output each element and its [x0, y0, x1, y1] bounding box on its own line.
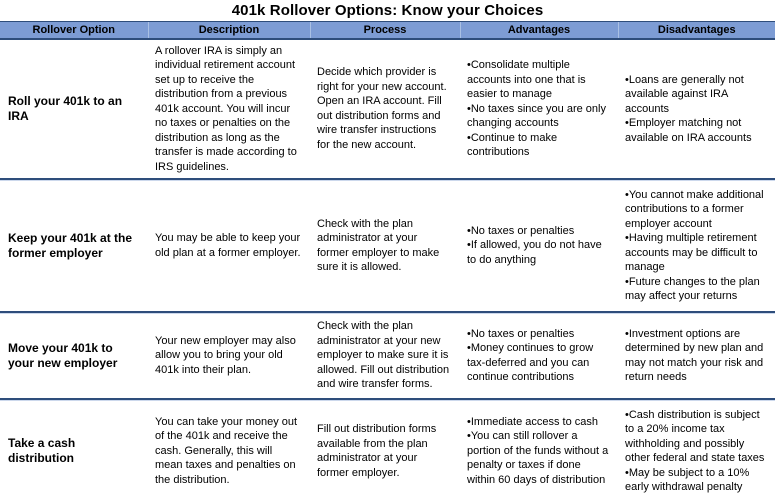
cell-option: Move your 401k to your new employer — [0, 312, 148, 399]
cell-process: Check with the plan administrator at your former employer to make sure it is allowed. — [310, 179, 460, 312]
cell-process: Decide which provider is right for your new account. Open an IRA account. Fill out distribution forms and wire transfer instructions for the new account. — [317, 66, 447, 151]
bullet-item: • Loans are generally not available against IRA accounts — [625, 73, 767, 117]
column-header-disadvantages: Disadvantages — [618, 22, 775, 39]
page-title: 401k Rollover Options: Know your Choices — [231, 2, 544, 19]
column-header-process: Process — [310, 22, 460, 39]
bullet-item: • You cannot make additional contributions to a former employer account — [625, 188, 767, 232]
cell-disadvantages — [618, 39, 775, 180]
bullet-item: • Future changes to the plan may affect your returns — [625, 275, 767, 304]
bullet-item: • Continue to make contributions — [467, 131, 610, 160]
bullet-item: • No taxes or penalties — [467, 327, 610, 342]
bullet-item: • Having multiple retirement accounts may be difficult to manage — [625, 231, 767, 275]
cell-description: You may be able to keep your old plan at a former employer. — [148, 179, 310, 312]
column-header-rollover-option: Rollover Option — [0, 22, 148, 39]
cell-advantages — [460, 312, 618, 399]
cell-advantages — [460, 399, 618, 497]
cell-option: Roll your 401k to an IRA — [8, 93, 123, 123]
bullet-item: • No taxes since you are only changing accounts — [467, 102, 610, 131]
bullet-item: • If allowed, you do not have to do anything — [467, 238, 610, 267]
header-row — [0, 22, 775, 39]
bullet-item: • Employer matching not available on IRA accounts — [625, 116, 767, 145]
cell-process: Check with the plan administrator at your new employer to make sure it is allowed. Fill out distribution and wire transfer forms. — [310, 312, 460, 399]
bullet-item: • Money continues to grow tax-deferred and you can continue contributions — [467, 341, 610, 385]
cell-disadvantages — [618, 399, 775, 497]
bullet-item: • Investment options are determined by new plan and may not match your risk and return needs — [625, 327, 767, 385]
bullet-item: • Consolidate multiple accounts into one that is easier to manage — [467, 58, 610, 102]
cell-advantages — [460, 39, 618, 180]
column-header-description: Description — [148, 22, 310, 39]
cell-process: Fill out distribution forms available from the plan administrator at your former employer. — [310, 399, 460, 497]
bullet-item: • Immediate access to cash — [467, 415, 610, 430]
table-row — [0, 39, 775, 180]
cell-advantages — [460, 179, 618, 312]
table-row — [0, 312, 775, 399]
rollover-options-table — [0, 21, 775, 497]
cell-option: Keep your 401k at the former employer — [0, 179, 148, 312]
cell-description: A rollover IRA is simply an individual retirement account set up to receive the distribution from a previous 401k account. You will incur no taxes or penalties on the distribution as long as the transfer is made according to IRS guidelines. — [155, 44, 297, 173]
bullet-item: • No taxes or penalties — [467, 224, 610, 239]
table-row — [0, 179, 775, 312]
bullet-item: • Cash distribution is subject to a 20% income tax withholding and possibly other federal and state taxes — [625, 408, 767, 466]
table-body — [0, 39, 775, 497]
bullet-item: • You can still rollover a portion of the funds without a penalty or taxes if done within 60 days of distribution — [467, 429, 610, 487]
bullet-item: • May be subject to a 10% early withdrawal penalty — [625, 466, 767, 495]
column-header-advantages: Advantages — [460, 22, 618, 39]
cell-disadvantages — [618, 179, 775, 312]
cell-description: You can take your money out of the 401k and receive the cash. Generally, this will mean taxes and penalties on the distribution. — [148, 399, 310, 497]
cell-description: Your new employer may also allow you to bring your old 401k into their plan. — [148, 312, 310, 399]
table-header — [0, 22, 775, 39]
table-row — [0, 399, 775, 497]
cell-option: Take a cash distribution — [0, 399, 148, 497]
cell-disadvantages — [618, 312, 775, 399]
